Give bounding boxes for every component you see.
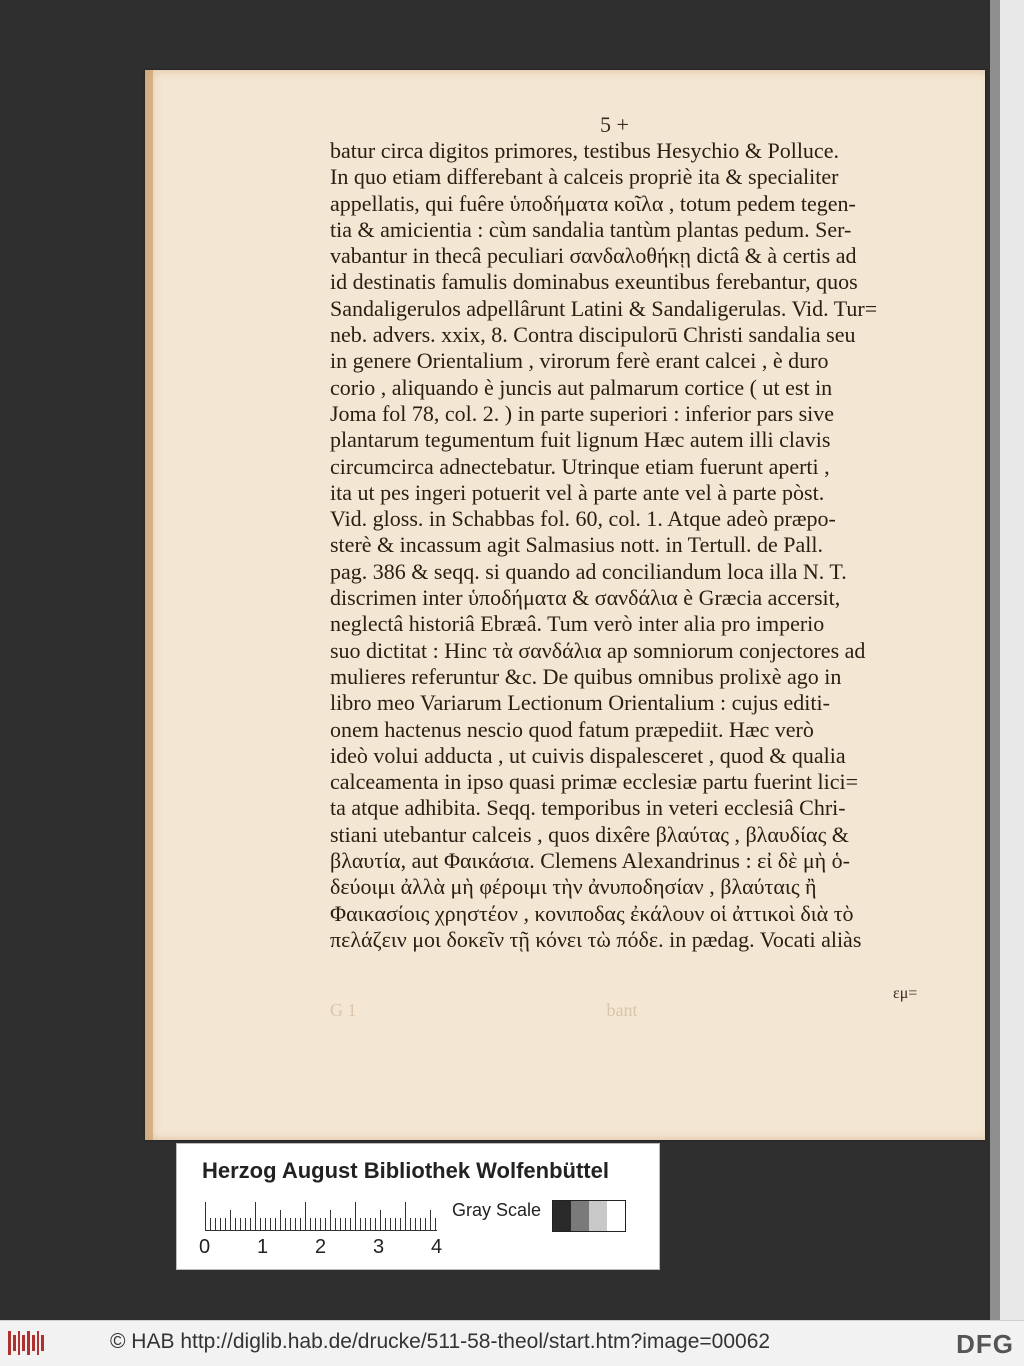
ruler-tick bbox=[390, 1218, 391, 1230]
ruler-tick bbox=[220, 1218, 221, 1230]
ruler-tick bbox=[340, 1218, 341, 1230]
gray-swatch bbox=[607, 1201, 625, 1231]
ruler-tick bbox=[255, 1202, 256, 1230]
ruler-tick bbox=[240, 1218, 241, 1230]
ruler-tick bbox=[260, 1218, 261, 1230]
ruler-tick bbox=[205, 1202, 206, 1230]
ruler-tick bbox=[215, 1218, 216, 1230]
text-line: Sandaligerulos adpellârunt Latini & Sandaligerulas. Vid. Tur= bbox=[330, 295, 878, 321]
page-text-block bbox=[330, 138, 930, 953]
ruler-number: 2 bbox=[315, 1236, 327, 1258]
scale-card bbox=[176, 1143, 660, 1270]
text-line: Joma fol 78, col. 2. ) in parte superiori : inferior pars sive bbox=[330, 400, 835, 426]
ruler-tick bbox=[425, 1218, 426, 1230]
ruler-tick bbox=[245, 1218, 246, 1230]
ruler-number: 4 bbox=[431, 1236, 443, 1258]
text-line: Φαικασίοις χρηστέον , κονιποδας ἐκάλουν οἱ ἀττικοὶ διὰ τὸ bbox=[330, 900, 854, 926]
ruler-tick bbox=[350, 1218, 351, 1230]
text-line: sterè & incassum agit Salmasius nott. in Tertull. de Pall. bbox=[330, 532, 823, 558]
text-line: tia & amicientia : cùm sandalia tantùm plantas pedum. Ser- bbox=[330, 216, 852, 242]
text-line: stiani utebantur calceis , quos dixêre βλαύτας , βλαυδίας & bbox=[330, 821, 849, 847]
ruler-tick bbox=[230, 1210, 231, 1230]
ruler-tick bbox=[380, 1210, 381, 1230]
text-line: batur circa digitos primores, testibus Hesychio & Polluce. bbox=[330, 138, 839, 163]
ruler-tick bbox=[325, 1218, 326, 1230]
text-line: πελάζειν μοι δοκεῖν τῇ κόνει τὼ πόδε. in pædag. Vocati aliàs bbox=[330, 926, 862, 952]
ruler-tick bbox=[375, 1218, 376, 1230]
text-line: ta atque adhibita. Seqq. temporibus in veteri ecclesiâ Chri- bbox=[330, 795, 846, 821]
text-line: δεύοιμι ἀλλὰ μὴ φέροιμι τὴν ἀνυποδησίαν , βλαύταις ἢ bbox=[330, 874, 817, 900]
ruler-tick bbox=[420, 1218, 421, 1230]
gray-swatch bbox=[553, 1201, 571, 1231]
gray-scale-label: Gray Scale bbox=[452, 1200, 542, 1220]
text-line: circumcirca adnectebatur. Utrinque etiam fuerunt aperti , bbox=[330, 453, 830, 479]
text-line: appellatis, qui fuêre ὑποδήματα κοῖλα , totum pedem tegen- bbox=[330, 190, 856, 216]
ruler-tick bbox=[410, 1218, 411, 1230]
hab-logo-icon bbox=[8, 1331, 44, 1355]
ruler-number: 0 bbox=[199, 1236, 211, 1258]
ruler-tick bbox=[405, 1202, 406, 1230]
ruler-tick bbox=[210, 1218, 211, 1230]
copyright-link[interactable]: © HAB http://diglib.hab.de/drucke/511-58-theol/start.htm?image=00062 bbox=[110, 1330, 771, 1353]
ruler-tick bbox=[315, 1218, 316, 1230]
text-line: corio , aliquando è juncis aut palmarum cortice ( ut est in bbox=[330, 374, 833, 400]
ruler-tick bbox=[305, 1202, 306, 1230]
ruler-tick bbox=[285, 1218, 286, 1230]
footer-bar bbox=[0, 1320, 1024, 1366]
text-line: libro meo Variarum Lectionum Orientalium : cujus editi- bbox=[330, 690, 830, 716]
library-name: Herzog August Bibliothek Wolfenbüttel bbox=[202, 1158, 609, 1183]
bleed-word: bant bbox=[606, 1000, 638, 1020]
ruler-number: 1 bbox=[257, 1236, 269, 1258]
ruler-tick bbox=[355, 1202, 356, 1230]
text-line: vabantur in thecâ peculiari σανδαλοθήκῃ dictâ & à certis ad bbox=[330, 243, 857, 269]
text-line: id destinatis famulis dominabus exeuntibus ferebantur, quos bbox=[330, 269, 858, 295]
ruler-tick bbox=[330, 1210, 331, 1230]
text-line: neb. advers. xxix, 8. Contra discipulorū Christi sandalia seu bbox=[330, 322, 856, 348]
ruler-tick bbox=[345, 1218, 346, 1230]
ruler-tick bbox=[235, 1218, 236, 1230]
text-line: calceamenta in ipso quasi primæ ecclesiæ partu fuerint lici= bbox=[330, 769, 859, 795]
ruler-tick bbox=[280, 1210, 281, 1230]
text-line: pag. 386 & seqq. si quando ad conciliandum loca illa N. T. bbox=[330, 558, 847, 584]
ruler-tick bbox=[415, 1218, 416, 1230]
text-line: ideò volui adducta , ut cuivis dispalesceret , quod & qualia bbox=[330, 742, 846, 768]
text-line: in genere Orientalium , virorum ferè erant calcei , è duro bbox=[330, 348, 829, 374]
ruler-tick bbox=[430, 1210, 431, 1230]
gray-scale-swatches bbox=[552, 1200, 626, 1232]
ruler-tick bbox=[225, 1218, 226, 1230]
adjacent-page-edge bbox=[1000, 0, 1024, 1320]
ruler-tick bbox=[250, 1218, 251, 1230]
ruler-tick bbox=[295, 1218, 296, 1230]
ruler-number: 3 bbox=[373, 1236, 385, 1258]
ruler-tick bbox=[395, 1218, 396, 1230]
text-line: Vid. gloss. in Schabbas fol. 60, col. 1. Atque adeò præpo- bbox=[330, 506, 836, 532]
page-number: 5 + bbox=[600, 112, 629, 137]
text-line: neglectâ historiâ Ebræâ. Tum verò inter alia pro imperio bbox=[330, 611, 825, 637]
page-gutter-edge bbox=[145, 70, 153, 1140]
gray-swatch bbox=[571, 1201, 589, 1231]
ruler-tick bbox=[270, 1218, 271, 1230]
ruler-tick bbox=[385, 1218, 386, 1230]
text-line: mulieres referuntur &c. De quibus omnibus prolixè ago in bbox=[330, 663, 842, 689]
text-line: βλαυτία, aut Φαικάσια. Clemens Alexandrinus : εἰ δὲ μὴ ὁ- bbox=[330, 848, 850, 874]
bleed-signature: G 1 bbox=[330, 1000, 357, 1020]
ruler-tick bbox=[435, 1218, 436, 1230]
text-line: plantarum tegumentum fuit lignum Hæc autem illi clavis bbox=[330, 427, 831, 453]
gray-swatch bbox=[589, 1201, 607, 1231]
ruler bbox=[205, 1202, 435, 1232]
dfg-logo: DFG bbox=[956, 1329, 1014, 1359]
ruler-tick bbox=[320, 1218, 321, 1230]
ruler-tick bbox=[290, 1218, 291, 1230]
ruler-tick bbox=[275, 1218, 276, 1230]
bleed-through-text bbox=[330, 1000, 638, 1021]
ruler-tick bbox=[310, 1218, 311, 1230]
ruler-tick bbox=[265, 1218, 266, 1230]
ruler-tick bbox=[300, 1218, 301, 1230]
ruler-tick bbox=[370, 1218, 371, 1230]
ruler-tick bbox=[400, 1218, 401, 1230]
text-line: suo dictitat : Hinc τὰ σανδάλια ap somniorum conjectores ad bbox=[330, 637, 866, 663]
text-line: discrimen inter ὑποδήματα & σανδάλια è Græcia accersit, bbox=[330, 585, 841, 611]
ruler-baseline bbox=[205, 1230, 437, 1231]
ruler-tick bbox=[335, 1218, 336, 1230]
text-line: onem hactenus nescio quod fatum præpediit. Hæc verò bbox=[330, 716, 814, 742]
ruler-tick bbox=[360, 1218, 361, 1230]
text-line: ita ut pes ingeri potuerit vel à parte ante vel à parte pòst. bbox=[330, 479, 825, 505]
ruler-tick bbox=[365, 1218, 366, 1230]
catchword: εμ= bbox=[893, 985, 918, 1002]
text-line: In quo etiam differebant à calceis propriè ita & specialiter bbox=[330, 164, 839, 190]
